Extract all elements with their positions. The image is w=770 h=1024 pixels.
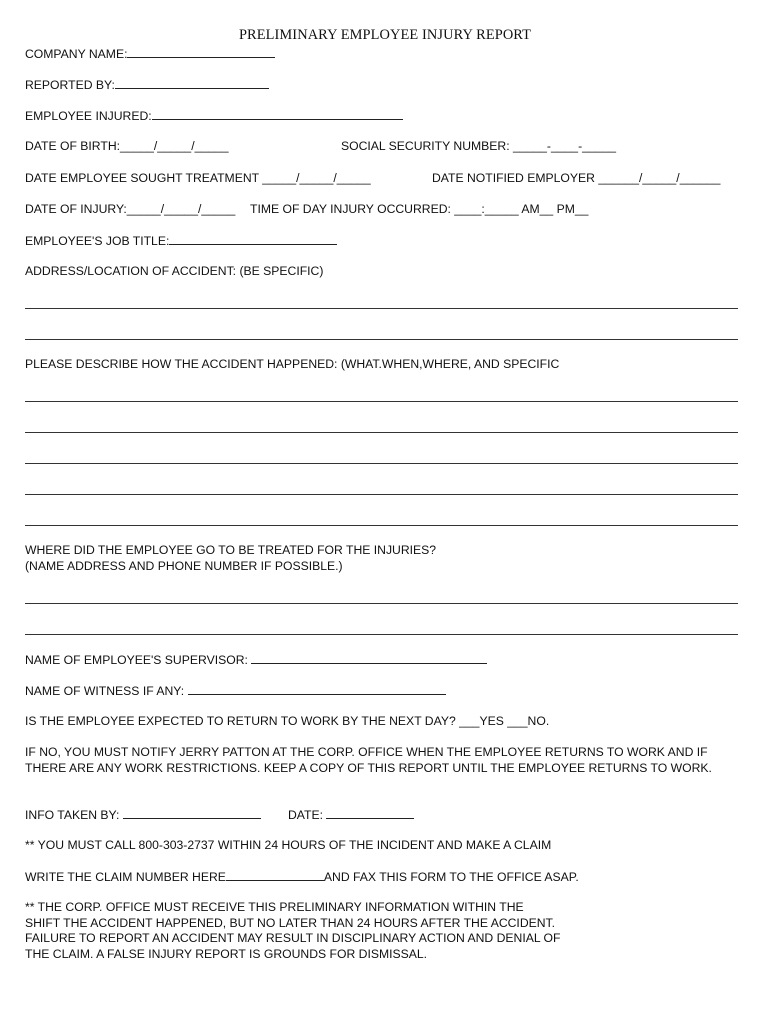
call-notice: ** YOU MUST CALL 800-303-2737 WITHIN 24 HOURS OF THE INCIDENT AND MAKE A CLAIM xyxy=(25,838,552,852)
claim-number-label: WRITE THE CLAIM NUMBER HERE xyxy=(25,870,226,884)
claim-number-field xyxy=(25,869,579,885)
date-of-birth-field[interactable]: DATE OF BIRTH:_____/_____/_____ xyxy=(25,139,229,153)
date-of-injury-field[interactable]: DATE OF INJURY:_____/_____/_____ xyxy=(25,202,236,216)
company-name-field xyxy=(25,46,275,62)
if-no-instructions: IF NO, YOU MUST NOTIFY JERRY PATTON AT THE CORP. OFFICE WHEN THE EMPLOYEE RETURNS TO WORK AND IF THERE ARE ANY WORK RESTRICTIONS. KEEP A COPY OF THIS REPORT UNTIL THE EMPLOYEE RETURNS TO WORK. xyxy=(25,745,712,775)
supervisor-blank[interactable] xyxy=(251,652,487,664)
date-sought-treatment-field[interactable]: DATE EMPLOYEE SOUGHT TREATMENT _____/_____/_____ xyxy=(25,171,371,185)
describe-label: PLEASE DESCRIBE HOW THE ACCIDENT HAPPENED: (WHAT.WHEN,WHERE, AND SPECIFIC xyxy=(25,357,560,371)
company-name-label: COMPANY NAME: xyxy=(25,47,128,61)
describe-line-4[interactable] xyxy=(25,494,738,495)
form-title: PRELIMINARY EMPLOYEE INJURY REPORT xyxy=(238,27,532,43)
supervisor-field xyxy=(25,652,487,668)
info-taken-by-blank[interactable] xyxy=(123,807,261,819)
reported-by-label: REPORTED BY: xyxy=(25,78,115,92)
witness-field xyxy=(25,683,446,699)
claim-number-suffix: AND FAX THIS FORM TO THE OFFICE ASAP. xyxy=(323,870,579,884)
treated-line-2[interactable] xyxy=(25,634,738,635)
reported-by-blank[interactable] xyxy=(115,77,269,89)
treated-line-1[interactable] xyxy=(25,603,738,604)
info-taken-by-field xyxy=(25,807,261,823)
describe-line-1[interactable] xyxy=(25,401,738,402)
footer-notice-line-1: ** THE CORP. OFFICE MUST RECEIVE THIS PRELIMINARY INFORMATION WITHIN THE xyxy=(25,900,524,914)
footer-notice-line-3: FAILURE TO REPORT AN ACCIDENT MAY RESULT IN DISCIPLINARY ACTION AND DENIAL OF xyxy=(25,931,561,945)
claim-number-blank[interactable] xyxy=(226,869,324,881)
job-title-field xyxy=(25,233,337,249)
date-label: DATE: xyxy=(288,808,323,822)
describe-line-5[interactable] xyxy=(25,525,738,526)
witness-blank[interactable] xyxy=(188,683,446,695)
witness-label: NAME OF WITNESS IF ANY: xyxy=(25,684,185,698)
job-title-label: EMPLOYEE'S JOB TITLE: xyxy=(25,234,170,248)
address-location-label: ADDRESS/LOCATION OF ACCIDENT: (BE SPECIFIC) xyxy=(25,264,324,278)
ssn-field[interactable]: SOCIAL SECURITY NUMBER: _____-____-_____ xyxy=(341,139,617,153)
address-line-2[interactable] xyxy=(25,339,738,340)
describe-line-2[interactable] xyxy=(25,432,738,433)
return-to-work-question[interactable]: IS THE EMPLOYEE EXPECTED TO RETURN TO WORK BY THE NEXT DAY? ___YES ___NO. xyxy=(25,714,550,728)
employee-injured-label: EMPLOYEE INJURED: xyxy=(25,109,152,123)
date-field xyxy=(288,807,414,823)
company-name-blank[interactable] xyxy=(127,46,275,58)
date-blank[interactable] xyxy=(326,807,414,819)
job-title-blank[interactable] xyxy=(169,233,337,245)
info-taken-by-label: INFO TAKEN BY: xyxy=(25,808,120,822)
describe-line-3[interactable] xyxy=(25,463,738,464)
treated-label-line-2: (NAME ADDRESS AND PHONE NUMBER IF POSSIBLE.) xyxy=(25,559,343,573)
supervisor-label: NAME OF EMPLOYEE'S SUPERVISOR: xyxy=(25,653,248,667)
reported-by-field xyxy=(25,77,269,93)
treated-label-line-1: WHERE DID THE EMPLOYEE GO TO BE TREATED FOR THE INJURIES? xyxy=(25,543,437,557)
address-line-1[interactable] xyxy=(25,308,738,309)
employee-injured-field xyxy=(25,108,403,124)
footer-notice-line-2: SHIFT THE ACCIDENT HAPPENED, BUT NO LATER THAN 24 HOURS AFTER THE ACCIDENT. xyxy=(25,915,556,930)
time-of-injury-field[interactable]: TIME OF DAY INJURY OCCURRED: ____:_____ AM__ PM__ xyxy=(250,202,589,216)
footer-notice-line-4: THE CLAIM. A FALSE INJURY REPORT IS GROUNDS FOR DISMISSAL. xyxy=(25,946,428,961)
employee-injured-blank[interactable] xyxy=(152,108,403,120)
date-notified-employer-field[interactable]: DATE NOTIFIED EMPLOYER ______/_____/______ xyxy=(432,171,721,185)
